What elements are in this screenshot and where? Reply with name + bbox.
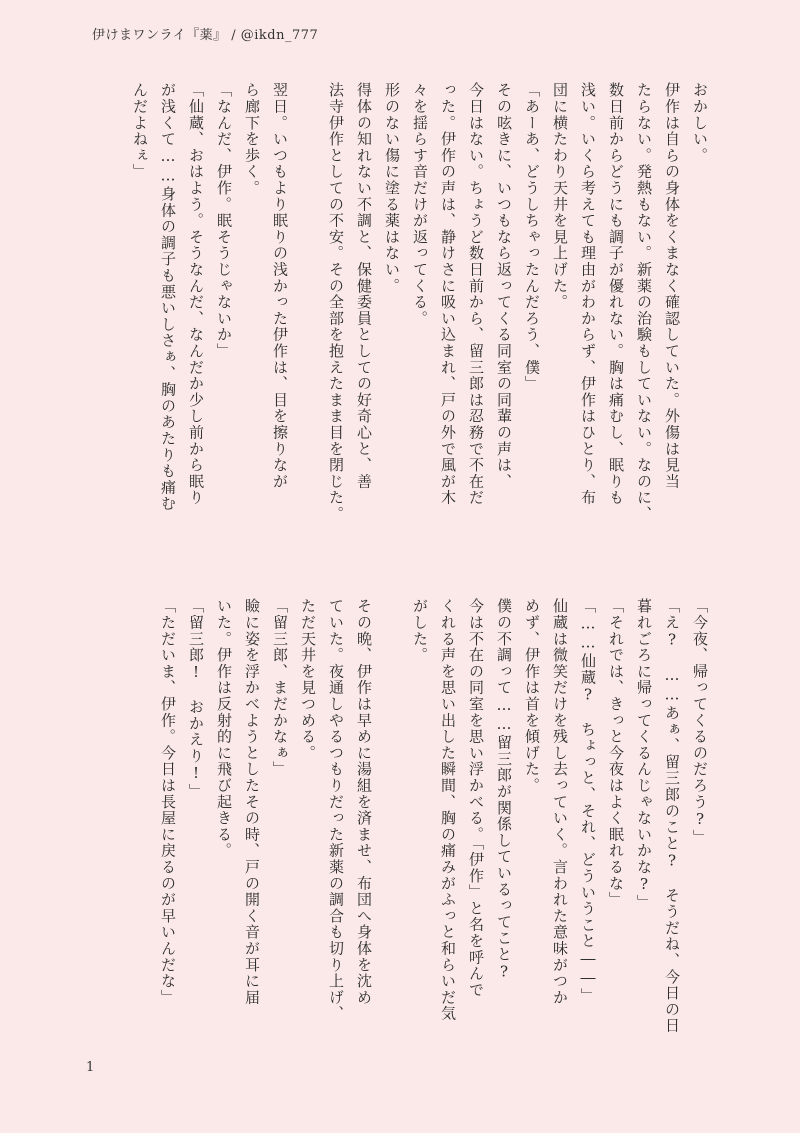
- text-line: ただ天井を見つめる。: [299, 598, 317, 761]
- page-header: 伊けまワンライ『薬』 / @ikdn_777: [92, 28, 319, 43]
- text-line: った。伊作の声は、静けさに吸い込まれ、戸の外で風が木: [439, 82, 457, 506]
- text-line: ていた。夜通しやるつもりだった新薬の調合も切り上げ、: [327, 598, 345, 1022]
- text-line: 僕の不調って……留三郎が関係しているってこと?: [495, 598, 513, 982]
- text-line: 数日前からどうにも調子が優れない。胸は痛むし、眠りも: [607, 82, 625, 506]
- text-line: [378, 598, 406, 1038]
- page-number: 1: [86, 1060, 95, 1075]
- text-line: 「あーあ、どうしちゃったんだろう、僕」: [523, 82, 541, 392]
- text-block-bottom: [82, 598, 714, 1038]
- text-line: 伊作は自らの身体をくまなく確認していた。外傷は見当: [663, 82, 681, 490]
- text-line: 「ただいま、伊作。今日は長屋に戻るのが早いんだな」: [159, 598, 177, 1006]
- text-line: んだよねぇ」: [131, 82, 149, 180]
- text-line: 法寺伊作としての不安。その全部を抱えたまま目を閉じた。: [327, 82, 345, 523]
- text-line: おかしい。: [691, 82, 709, 164]
- text-line: その呟きに、いつもなら返ってくる同室の同輩の声は、: [495, 82, 513, 490]
- text-line: 翌日。いつもより眠りの浅かった伊作は、目を擦りなが: [271, 82, 289, 490]
- text-line: 「留三郎! おかえり!」: [187, 598, 205, 800]
- text-line: たらない。発熱もない。新薬の治験もしていない。なのに、: [635, 82, 653, 523]
- text-line: 団に横たわり天井を見上げた。: [551, 82, 569, 311]
- text-line: 「……仙蔵? ちょっと、それ、どういうこと――」: [579, 598, 597, 1005]
- text-line: 今は不在の同室を思い浮かべる。「伊作」と名を呼んで: [467, 598, 485, 998]
- text-line: 「今夜、帰ってくるのだろう?」: [691, 598, 709, 846]
- text-line: その晩、伊作は早めに湯組を済ませ、布団へ身体を沈め: [355, 598, 373, 1006]
- text-line: 浅い。いくら考えても理由がわからず、伊作はひとり、布: [579, 82, 597, 506]
- text-line: いた。伊作は反射的に飛び起きる。: [215, 598, 233, 859]
- text-block-top: [82, 82, 714, 562]
- text-line: 得体の知れない不調と、保健委員としての好奇心と、善: [355, 82, 373, 490]
- text-line: 「なんだ、伊作。眠そうじゃないか」: [215, 82, 233, 360]
- text-line: が浅くて……身体の調子も悪いしさぁ、胸のあたりも痛む: [159, 82, 177, 512]
- text-line: くれる声を思い出した瞬間、胸の痛みがふっと和らいだ気: [439, 598, 457, 1022]
- text-line: 「え? ……あぁ、留三郎のこと? そうだね、今日の日: [663, 598, 681, 1034]
- text-line: 暮れごろに帰ってくるんじゃないかな?」: [635, 598, 653, 911]
- text-line: 瞼に姿を浮かべようとしたその時、戸の開く音が耳に届: [243, 598, 261, 1006]
- text-line: 「それでは、きっと今夜はよく眠れるな」: [607, 598, 625, 908]
- text-line: 「留三郎、まだかなぁ」: [271, 598, 289, 778]
- text-line: めず、伊作は首を傾げた。: [523, 598, 541, 794]
- text-line: 今日はない。ちょうど数日前から、留三郎は忍務で不在だ: [467, 82, 485, 506]
- text-line: 仙蔵は微笑だけを残し去っていく。言われた意味がつか: [551, 598, 569, 1006]
- text-line: がした。: [411, 598, 429, 664]
- text-line: [294, 82, 322, 562]
- text-line: 形のない傷に塗る薬はない。: [383, 82, 401, 294]
- text-line: 「仙蔵、おはよう。そうなんだ、なんだか少し前から眠り: [187, 82, 205, 506]
- text-line: 々を揺らす音だけが返ってくる。: [411, 82, 429, 327]
- text-line: ら廊下を歩く。: [243, 82, 261, 197]
